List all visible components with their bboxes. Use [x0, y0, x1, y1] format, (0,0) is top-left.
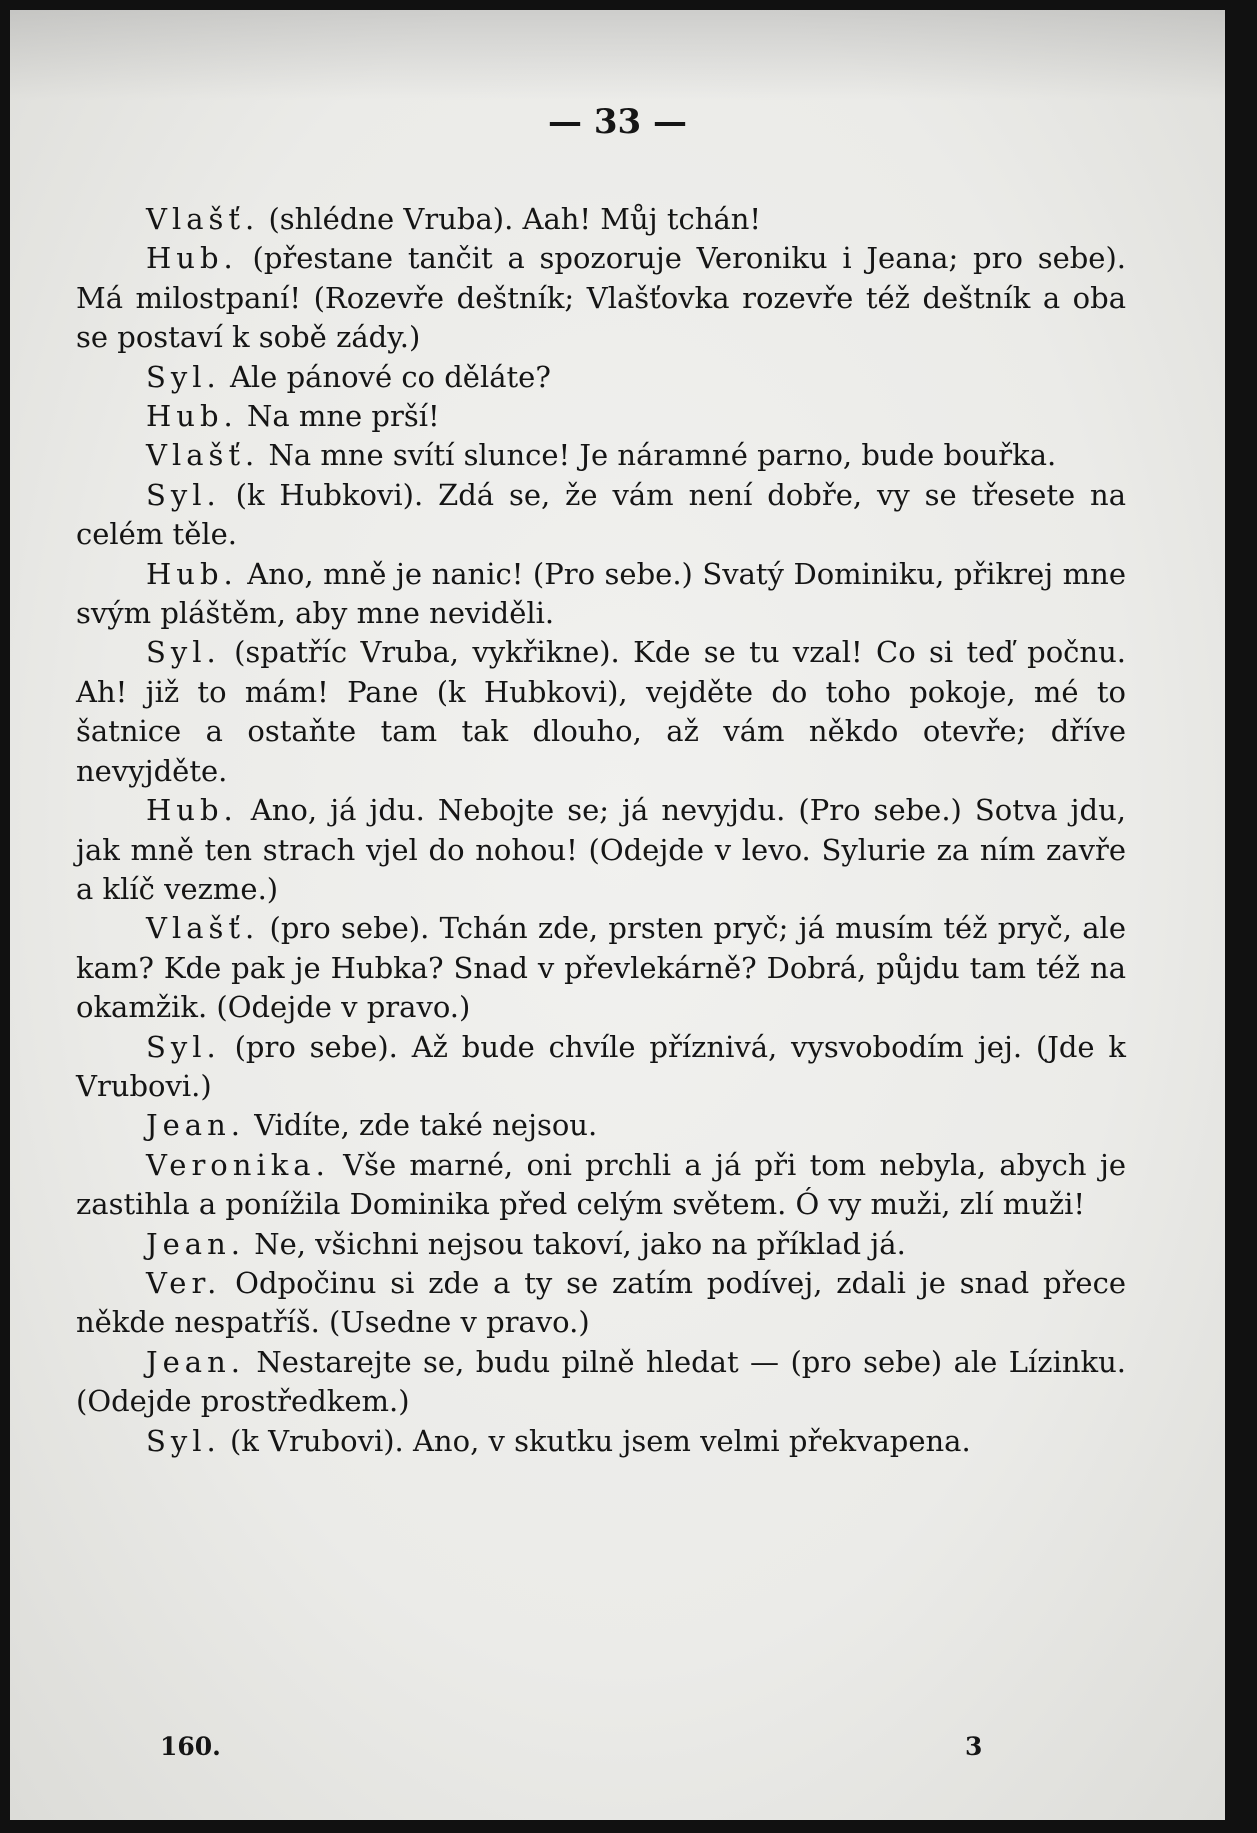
speaker-name: Ver. — [146, 1265, 222, 1300]
dialogue-text: (pro sebe). Až bude chvíle příznivá, vysvobodím jej. (Jde k Vrubovi.) — [76, 1029, 1126, 1103]
dialogue-line — [76, 1106, 1126, 1145]
speaker-name: Vlašť. — [146, 911, 260, 946]
dialogue-text: Ne, všichni nejsou takoví, jako na příklad já. — [244, 1226, 906, 1261]
dialogue-line — [76, 1225, 1126, 1264]
speaker-name: Vlašť. — [146, 202, 260, 236]
speaker-name: Syl. — [146, 635, 221, 670]
speaker-name: Jean. — [146, 1226, 245, 1261]
dialogue-text: Na mne prší! — [237, 399, 440, 434]
dialogue-line — [76, 555, 1126, 634]
page-number: — 33 — — [548, 102, 687, 142]
dialogue-text: (k Hubkovi). Zdá se, že vám není dobře, vy se třesete na celém těle. — [76, 477, 1126, 552]
dialogue-line — [76, 1422, 1126, 1461]
dialogue-text: Vidíte, zde také nejsou. — [244, 1108, 598, 1143]
speaker-name: Jean. — [146, 1344, 245, 1379]
speaker-name: Hub. — [146, 793, 238, 828]
dialogue-text: Ano, já jdu. Nebojte se; já nevyjdu. (Pro sebe.) Sotva jdu, jak mně ten strach vjel do nohou! (Odejde v levo. Sylurie za ním zavře a klíč vezme.) — [76, 793, 1126, 906]
dialogue-text: Vše marné, oni prchli a já při tom nebyla, abych je zastihla a ponížila Dominika před celým světem. Ó vy muži, zlí muži! — [76, 1147, 1126, 1222]
signature-number: 160. — [160, 1732, 221, 1761]
speaker-name: Syl. — [146, 1029, 221, 1064]
speaker-name: Jean. — [146, 1108, 245, 1143]
dialogue-text: (pro sebe). Tchán zde, prsten pryč; já musím též pryč, ale kam? Kde pak je Hubka? Snad v převlekárně? Dobrá, půjdu tam též na okamžik. (Odejde v pravo.) — [76, 911, 1126, 1025]
sheet-number: 3 — [965, 1732, 983, 1761]
dialogue-text: Nestarejte se, budu pilně hledat — (pro sebe) ale Lízinku. (Odejde prostředkem.) — [76, 1344, 1126, 1419]
dialogue-line — [76, 1343, 1126, 1422]
dialogue-line — [76, 476, 1126, 555]
speaker-name: Vlašť. — [146, 438, 260, 473]
dialogue-text: (přestane tančit a spozoruje Veroniku i Jeana; pro sebe). Má milostpaní! (Rozevře deštník; Vlašťovka rozevře též deštník a oba se postaví k sobě zády.) — [76, 241, 1126, 355]
speaker-name: Syl. — [146, 477, 221, 512]
dialogue-line — [76, 200, 1126, 239]
speaker-name: Syl. — [146, 359, 221, 394]
dialogue-line — [76, 358, 1126, 397]
dialogue-line — [76, 1028, 1126, 1107]
dialogue-line — [76, 633, 1126, 791]
play-text — [76, 200, 1126, 1461]
dialogue-line — [76, 436, 1126, 475]
dialogue-text: (shlédne Vruba). Aah! Můj tchán! — [259, 202, 762, 236]
dialogue-line — [76, 1146, 1126, 1225]
dialogue-text: Ano, mně je nanic! (Pro sebe.) Svatý Dominiku, přikrej mne svým pláštěm, aby mne neviděli. — [76, 556, 1126, 631]
dialogue-line — [76, 1264, 1126, 1343]
speaker-name: Hub. — [146, 241, 238, 276]
dialogue-line — [76, 909, 1126, 1027]
speaker-name: Hub. — [146, 556, 238, 591]
dialogue-line — [76, 397, 1126, 436]
dialogue-text: Ale pánové co děláte? — [220, 359, 551, 394]
dialogue-line — [76, 791, 1126, 909]
speaker-name: Hub. — [146, 399, 238, 434]
speaker-name: Syl. — [146, 1423, 221, 1458]
dialogue-line — [76, 239, 1126, 357]
dialogue-text: (spatříc Vruba, vykřikne). Kde se tu vzal! Co si teď počnu. Ah! již to mám! Pane (k Hubkovi), vejděte do toho pokoje, mé to šatnice a ostaňte tam tak dlouho, až vám někdo otevře; dříve nevyjděte. — [76, 635, 1126, 788]
speaker-name: Veronika. — [146, 1147, 330, 1182]
dialogue-text: Odpočinu si zde a ty se zatím podívej, zdali je snad přece někde nespatříš. (Usedne v pravo.) — [76, 1265, 1126, 1340]
dialogue-text: (k Vrubovi). Ano, v skutku jsem velmi překvapena. — [220, 1423, 971, 1458]
dialogue-text: Na mne svítí slunce! Je náramné parno, bude bouřka. — [259, 438, 1057, 473]
book-page — [10, 10, 1225, 1820]
